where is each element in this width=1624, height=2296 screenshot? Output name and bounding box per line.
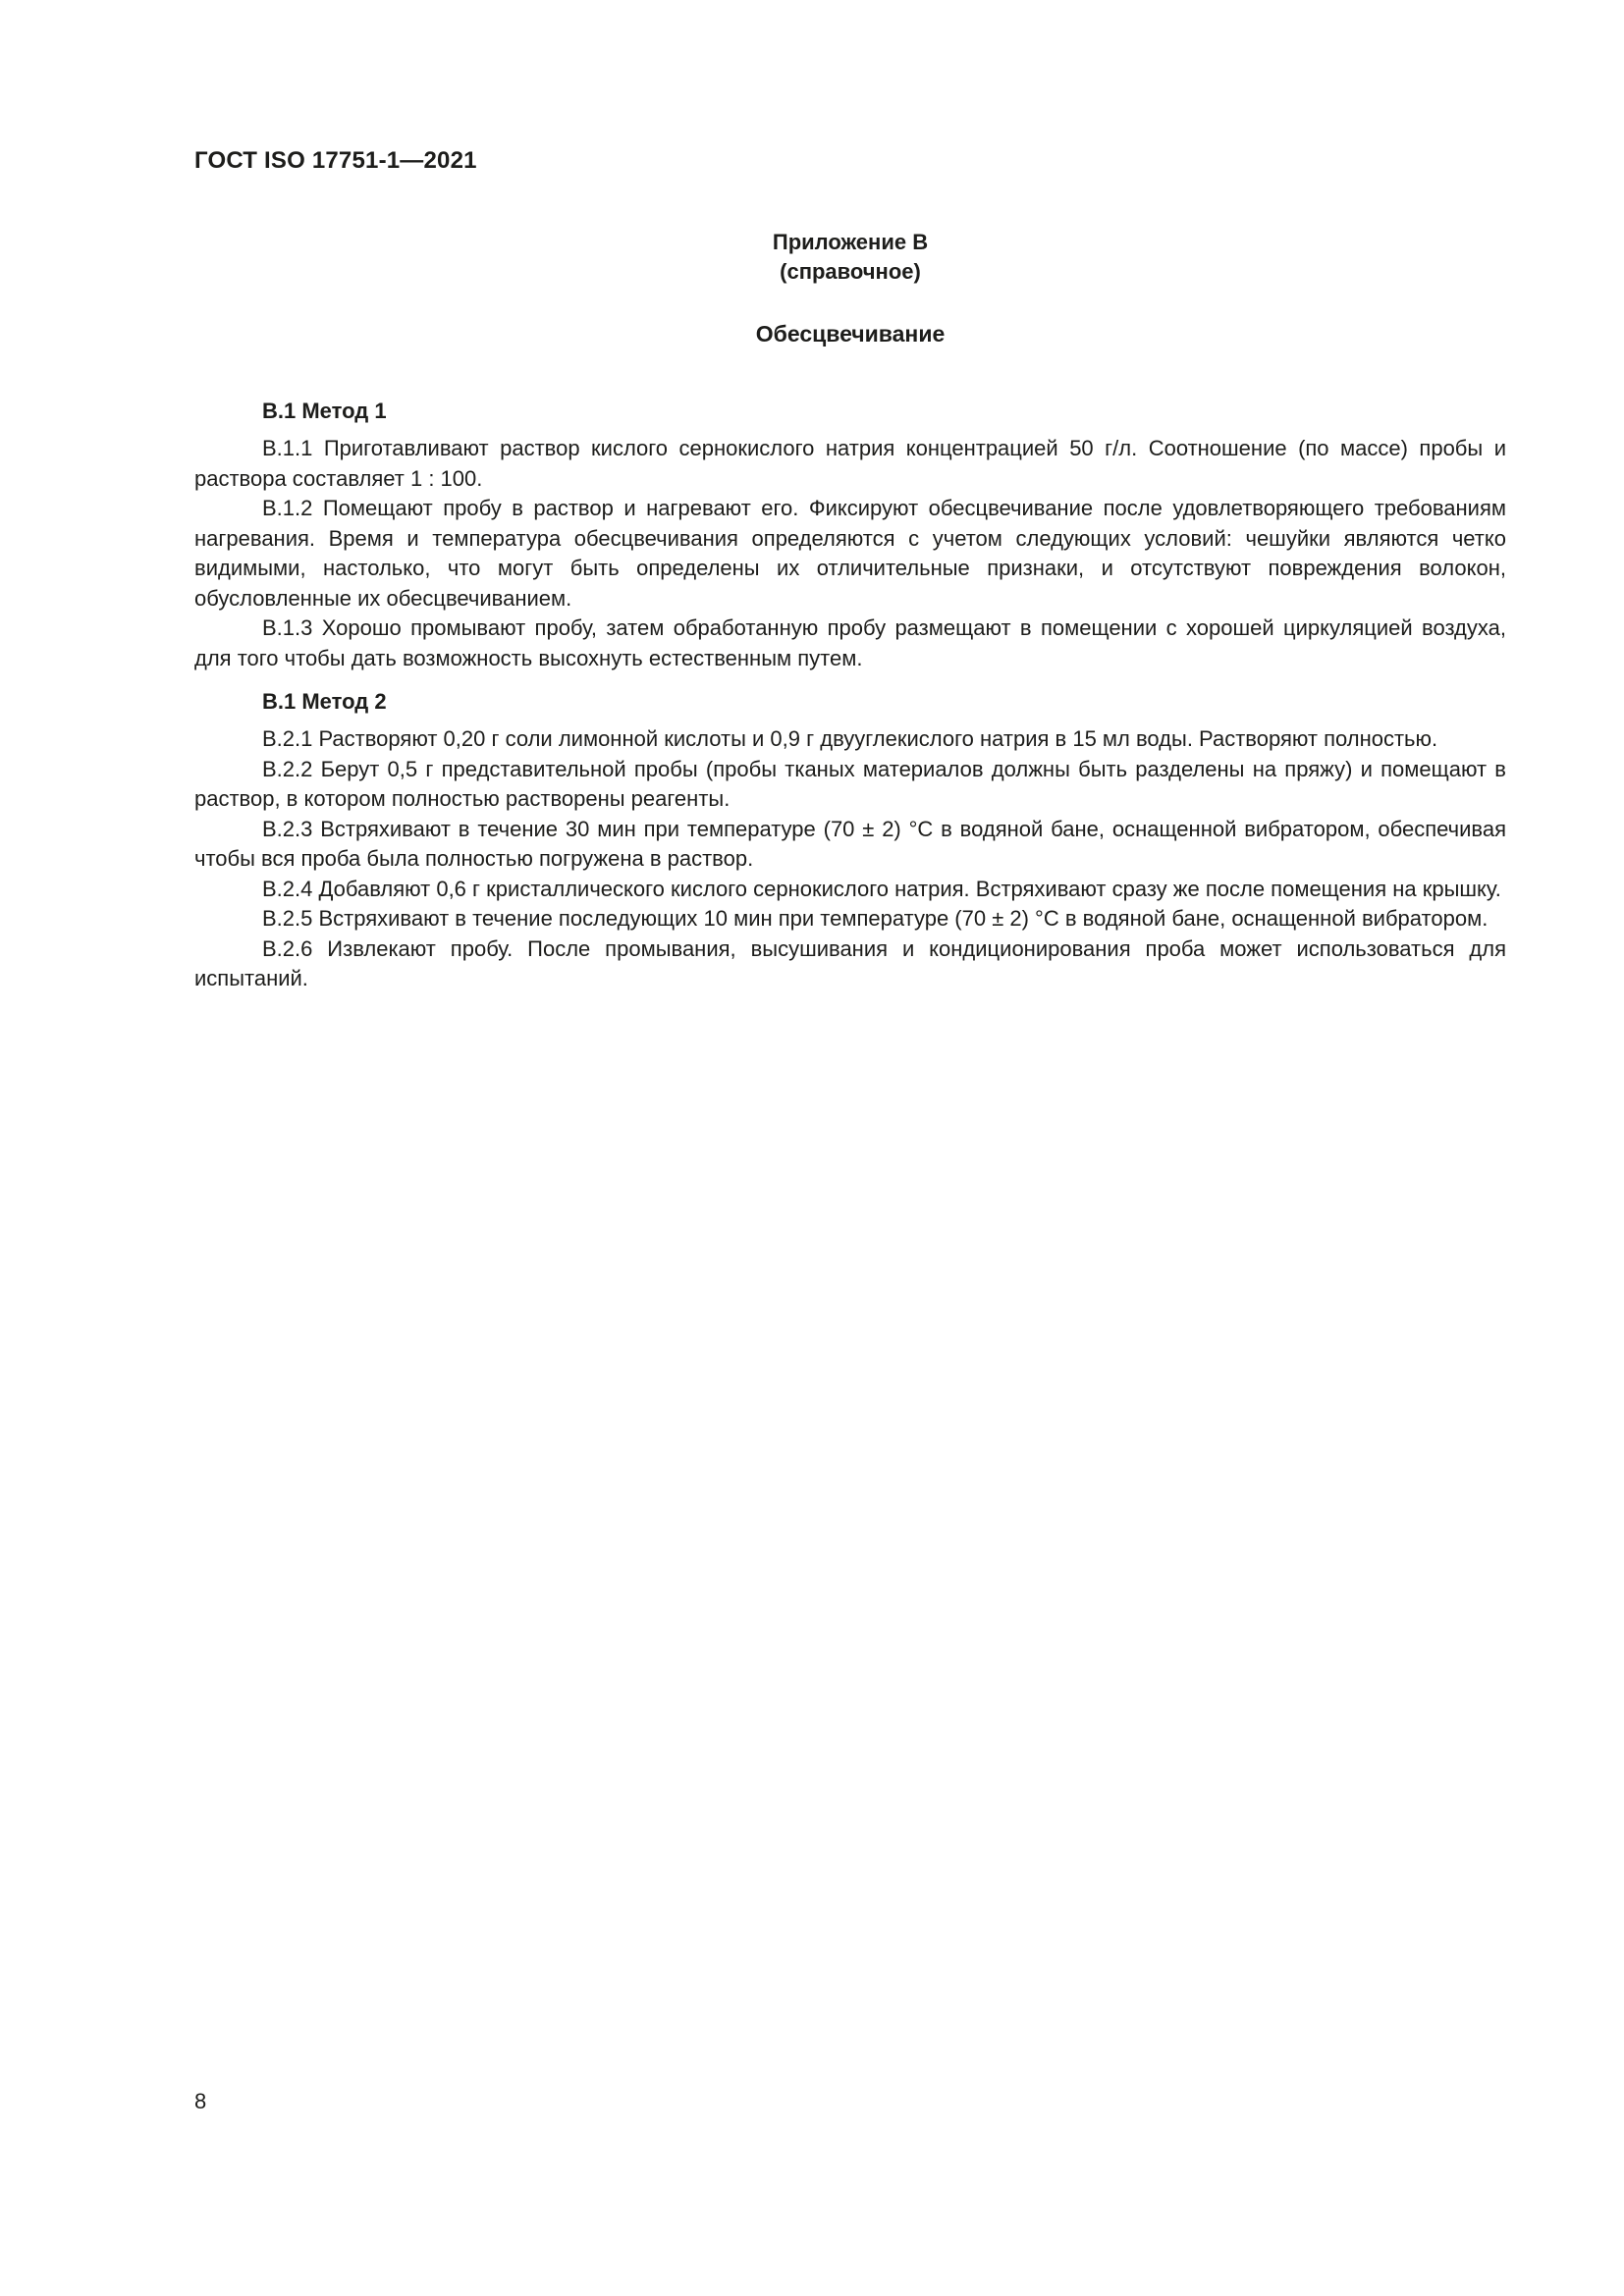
paragraph-b-1-1: В.1.1 Приготавливают раствор кислого сернокислого натрия концентрацией 50 г/л. Соотношение (по массе) пробы и раствора составляет 1 : 100. [194,436,1506,491]
paragraph-b-2-5: В.2.5 Встряхивают в течение последующих 10 мин при температуре (70 ± 2) °С в водяной бане, оснащенной вибратором. [262,906,1489,931]
section-heading: В.1 Метод 1 [262,399,387,423]
paragraph-b-1-3: В.1.3 Хорошо промывают пробу, затем обработанную пробу размещают в помещении с хорошей циркуляцией воздуха, для того чтобы дать возможность высохнуть естественным путем. [194,615,1506,670]
paragraph-b-2-4: В.2.4 Добавляют 0,6 г кристаллического кислого сернокислого натрия. Встряхивают сразу же после помещения на крышку. [262,876,1501,901]
section-method-1 [194,397,1506,673]
paragraph-b-2-1: В.2.1 Растворяют 0,20 г соли лимонной кислоты и 0,9 г двууглекислого натрия в 15 мл воды. Растворяют полностью. [262,726,1438,751]
page-number: 8 [194,2089,207,2113]
paragraph-b-2-6: В.2.6 Извлекают пробу. После промывания, высушивания и кондиционирования проба может использоваться для испытаний. [194,935,1506,990]
section-heading: В.1 Метод 2 [262,689,387,714]
paragraph-b-2-3: В.2.3 Встряхивают в течение 30 мин при температуре (70 ± 2) °С в водяной бане, оснащенной вибратором, обеспечивая чтобы вся проба была полностью погружена в раствор. [194,816,1506,871]
section-method-2 [194,687,1506,994]
annex-title: Обесцвечивание [755,321,946,347]
annex-content [194,397,1506,994]
standard-designation: ГОСТ ISO 17751-1—2021 [194,147,477,174]
paragraph-b-2-2: В.2.2 Берут 0,5 г представительной пробы (пробы тканых материалов должны быть разделены на пряжу) и помещают в раствор, в котором полностью растворены реагенты. [194,756,1506,811]
paragraph-b-1-2: В.1.2 Помещают пробу в раствор и нагревают его. Фиксируют обесцвечивание после удовлетворяющего требованиям нагревания. Время и температура обесцвечивания определяются с учетом следующих условий: чешуйки являются четко видимыми, настолько, что могут быть определены их отличительные признаки, и отсутствуют повреждения волокон, обусловленные их обесцвечиванием. [194,496,1506,611]
annex-kind: (справочное) [780,259,921,284]
annex-label: Приложение В [772,230,929,254]
